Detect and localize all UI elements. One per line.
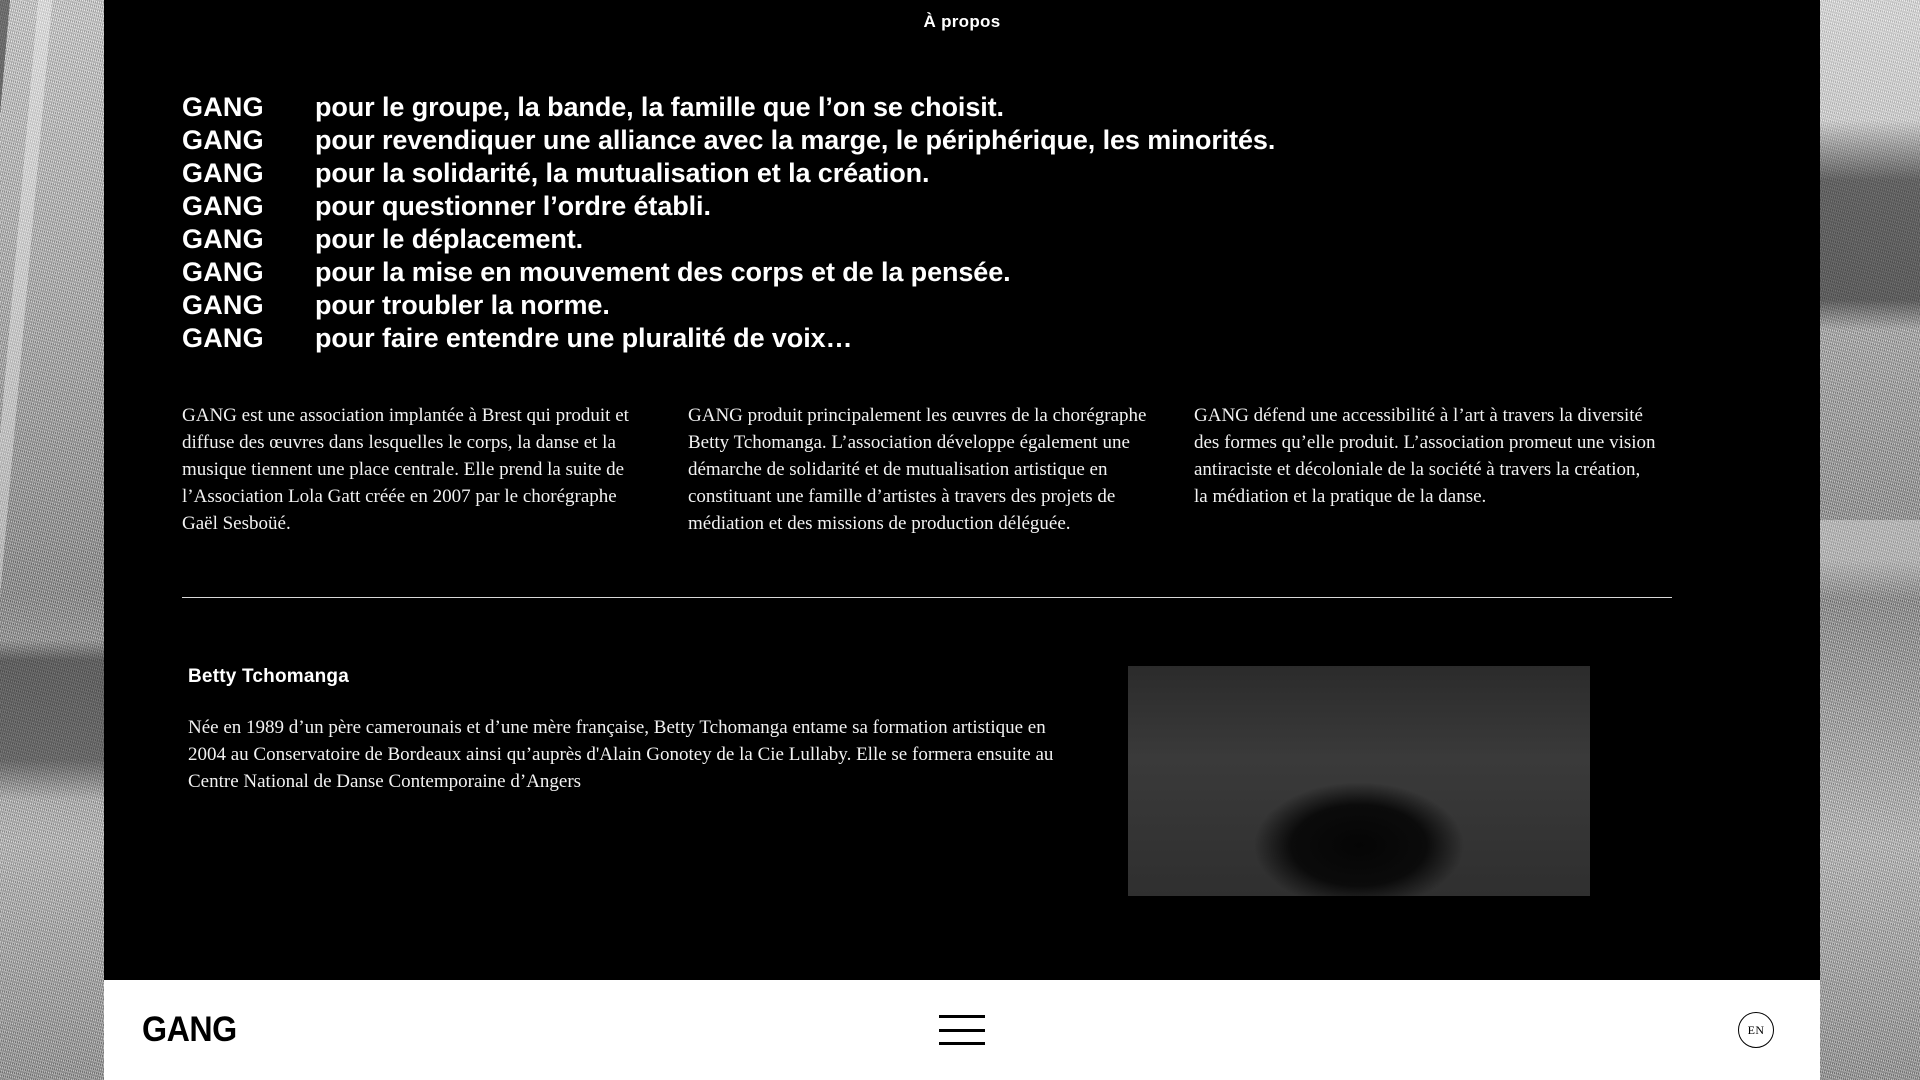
manifesto-row xyxy=(182,125,1662,156)
manifesto-row xyxy=(182,191,1662,222)
manifesto-keyword: GANG xyxy=(182,323,264,353)
manifesto-line: pour faire entendre une pluralité de voix… xyxy=(315,323,853,353)
manifesto-row xyxy=(182,290,1662,321)
manifesto-row xyxy=(182,92,1662,123)
menu-bar-top xyxy=(939,1015,985,1018)
manifesto-keyword: GANG xyxy=(182,125,264,155)
description-columns xyxy=(182,402,1672,537)
main-content xyxy=(104,0,1820,980)
menu-bar-bottom xyxy=(939,1042,985,1045)
manifesto-keyword: GANG xyxy=(182,92,264,122)
description-column: GANG défend une accessibilité à l’art à travers la diversité des formes qu’elle produit. L’association promeut une vision antiraciste et décoloniale de la société à travers la création, la médiation et la pratique de la danse. xyxy=(1194,405,1656,507)
hamburger-menu-icon[interactable] xyxy=(939,1015,985,1045)
page-title: À propos xyxy=(923,12,1001,31)
manifesto-line: pour le groupe, la bande, la famille que l’on se choisit. xyxy=(315,92,1004,122)
manifesto-row xyxy=(182,257,1662,288)
site-logo[interactable]: GANG xyxy=(142,1010,237,1049)
manifesto-keyword: GANG xyxy=(182,290,264,320)
manifesto-row xyxy=(182,224,1662,255)
manifesto-line: pour questionner l’ordre établi. xyxy=(315,191,711,221)
manifesto-row xyxy=(182,158,1662,189)
manifesto-keyword: GANG xyxy=(182,257,264,287)
manifesto-list xyxy=(182,92,1662,354)
manifesto-line: pour le déplacement. xyxy=(315,224,584,254)
manifesto-row xyxy=(182,323,1662,354)
artist-name: Betty Tchomanga xyxy=(188,666,350,687)
manifesto-keyword: GANG xyxy=(182,191,264,221)
manifesto-line: pour troubler la norme. xyxy=(315,290,610,320)
description-column: GANG produit principalement les œuvres de la chorégraphe Betty Tchomanga. L’association développe également une démarche de solidarité et de mutualisation artistique en constituant une famille d’artistes à travers des projets de médiation et des missions de production déléguée. xyxy=(688,405,1147,534)
artist-bio-text xyxy=(188,666,1088,896)
manifesto-keyword: GANG xyxy=(182,158,264,188)
manifesto-keyword: GANG xyxy=(182,224,264,254)
manifesto-line: pour la mise en mouvement des corps et de la pensée. xyxy=(315,257,1011,287)
right-background-texture xyxy=(1820,0,1920,1080)
artist-portrait-image xyxy=(1128,666,1590,896)
left-background-texture xyxy=(0,0,104,1080)
language-toggle-button[interactable]: EN xyxy=(1738,1012,1774,1048)
artist-biography: Née en 1989 d’un père camerounais et d’une mère française, Betty Tchomanga entame sa formation artistique en 2004 au Conservatoire de Bordeaux ainsi qu’auprès d'Alain Gonotey de la Cie Lullaby. Elle se formera ensuite au Centre National de Danse Contemporaine d’Angers xyxy=(188,717,1054,792)
manifesto-line: pour la solidarité, la mutualisation et la création. xyxy=(315,158,930,188)
section-divider xyxy=(182,597,1672,598)
bottom-bar xyxy=(104,980,1820,1080)
artist-bio-section xyxy=(188,666,1688,896)
description-column: GANG est une association implantée à Brest qui produit et diffuse des œuvres dans lesquelles le corps, la danse et la musique tiennent une place centrale. Elle prend la suite de l’Association Lola Gatt créée en 2007 par le chorégraphe Gaël Sesboüé. xyxy=(182,405,629,534)
manifesto-line: pour revendiquer une alliance avec la marge, le périphérique, les minorités. xyxy=(315,125,1276,155)
menu-bar-middle xyxy=(939,1029,985,1032)
